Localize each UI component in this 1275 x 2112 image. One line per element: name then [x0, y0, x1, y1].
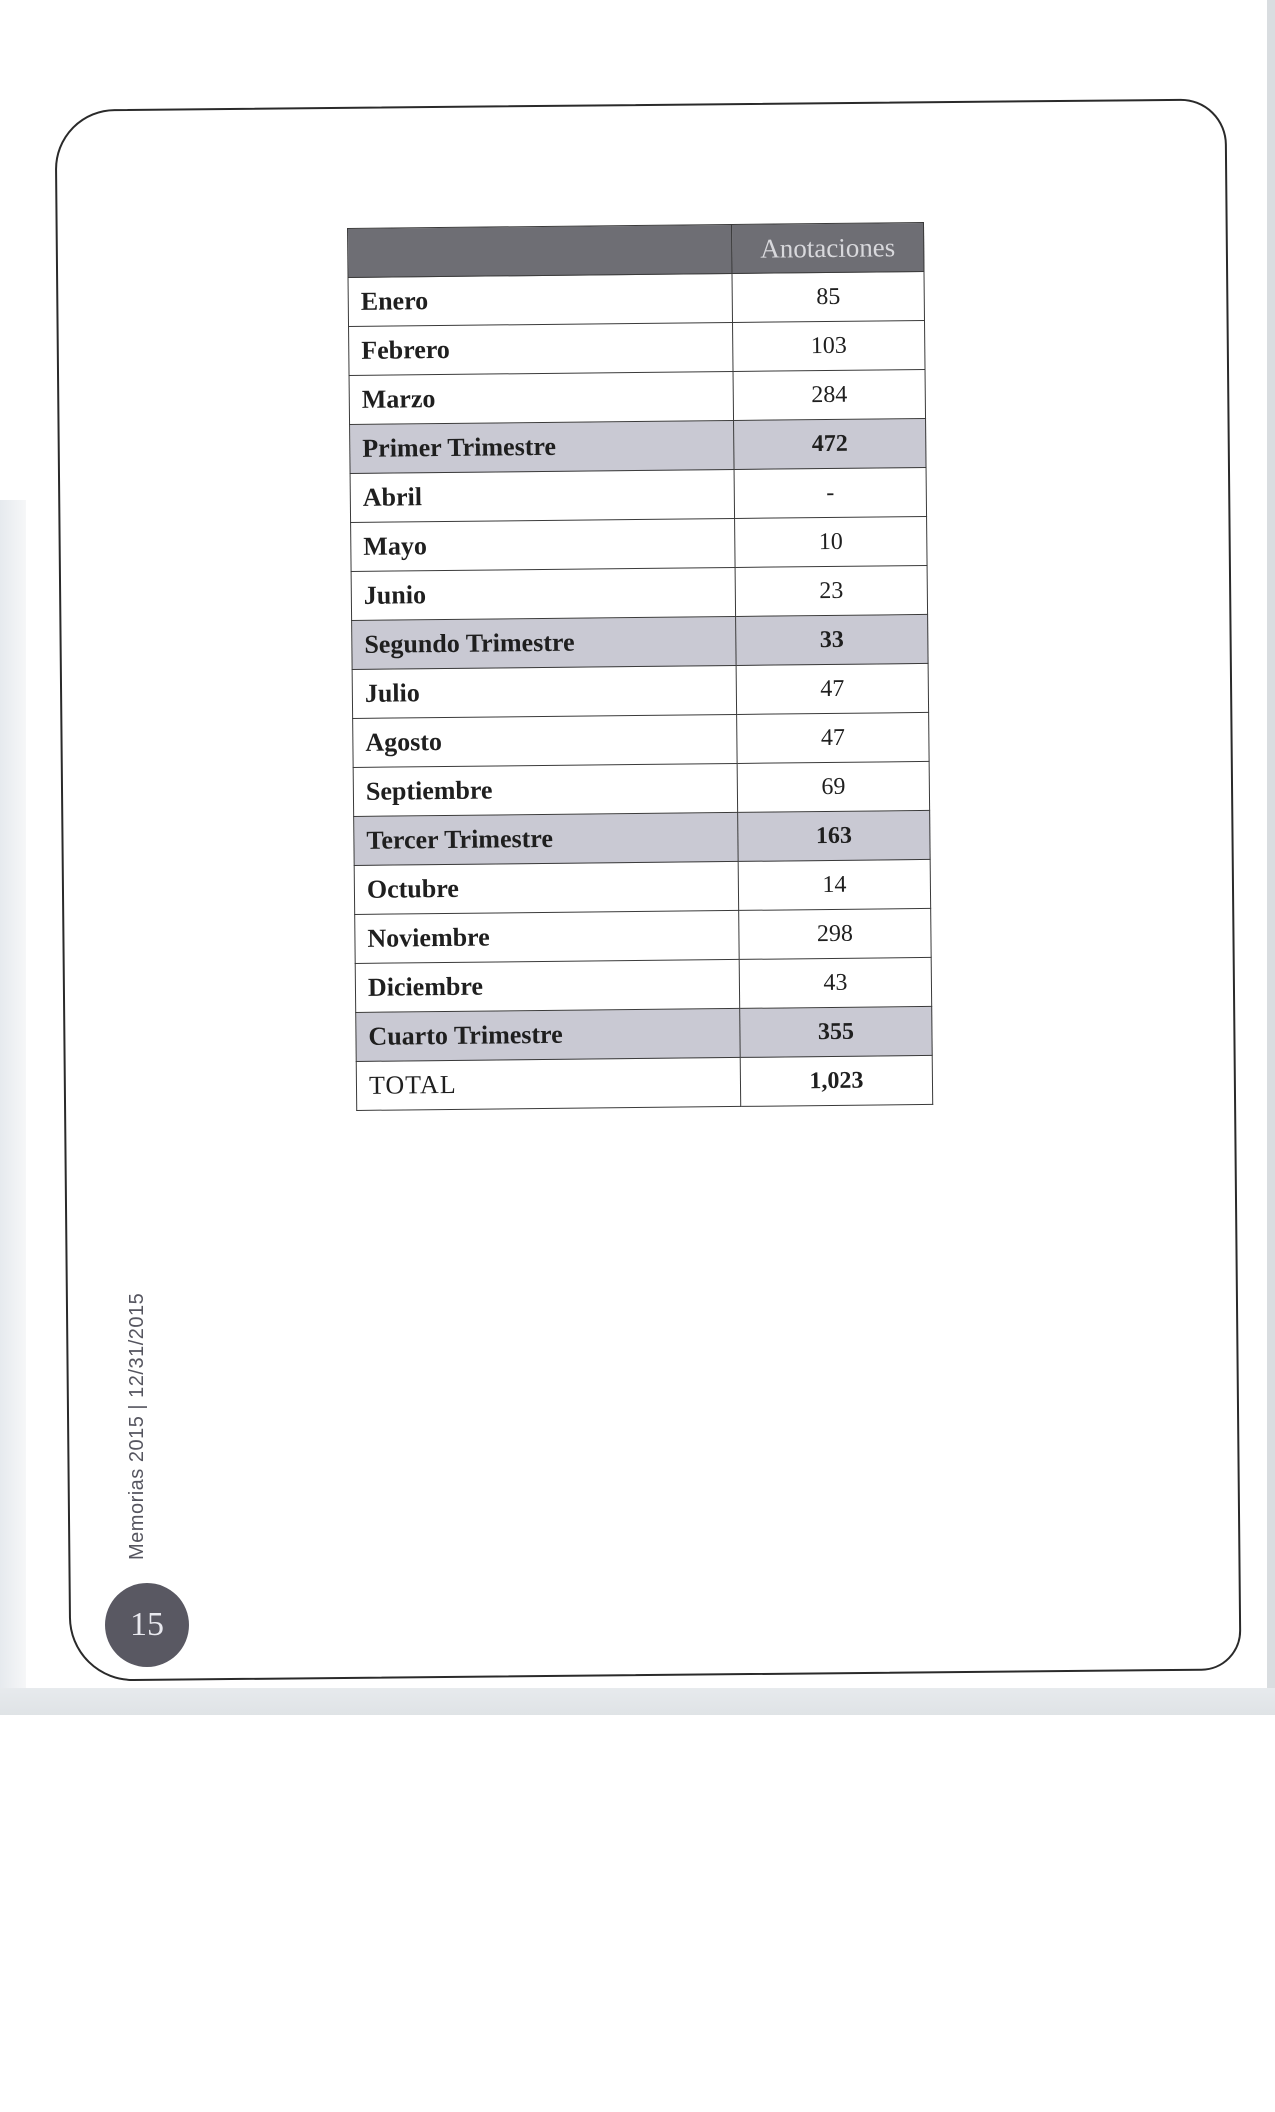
row-label: Segundo Trimestre	[352, 616, 736, 669]
quarter-total-row	[356, 1006, 932, 1061]
table-header-row	[348, 222, 924, 277]
row-label: Tercer Trimestre	[354, 812, 738, 865]
annotations-table	[347, 222, 933, 1111]
table-body	[348, 271, 933, 1110]
row-label: Diciembre	[355, 959, 739, 1012]
table-row	[353, 761, 929, 816]
row-value: 47	[736, 663, 929, 714]
grand-total-row	[356, 1055, 932, 1110]
row-label: Marzo	[349, 371, 733, 424]
table-row	[353, 712, 929, 767]
row-value: 298	[739, 908, 932, 959]
row-value: 23	[735, 565, 928, 616]
footer-side-text: Memorias 2015 | 12/31/2015	[126, 1292, 148, 1560]
row-label: Agosto	[353, 714, 737, 767]
table-row	[351, 565, 927, 620]
row-value: 10	[735, 516, 928, 567]
table-row	[348, 271, 924, 326]
row-value: -	[734, 467, 927, 518]
row-label: Primer Trimestre	[350, 420, 734, 473]
row-label: Enero	[348, 273, 732, 326]
row-label: Septiembre	[353, 763, 737, 816]
row-label: Junio	[351, 567, 735, 620]
row-label: TOTAL	[356, 1057, 740, 1110]
header-blank-cell	[348, 224, 732, 277]
table-row	[350, 467, 926, 522]
row-value: 472	[734, 418, 927, 469]
row-label: Octubre	[354, 861, 738, 914]
row-value: 284	[733, 369, 926, 420]
row-value: 163	[738, 810, 931, 861]
column-header-anotaciones: Anotaciones	[731, 222, 924, 273]
table-row	[349, 369, 925, 424]
annotations-table-wrapper	[347, 222, 933, 1111]
table-row	[349, 320, 925, 375]
table-row	[351, 516, 927, 571]
row-label: Abril	[350, 469, 734, 522]
row-value: 103	[733, 320, 926, 371]
scan-right-edge	[1267, 0, 1275, 1715]
row-label: Julio	[352, 665, 736, 718]
table-row	[354, 859, 930, 914]
row-value: 14	[738, 859, 931, 910]
row-value: 85	[732, 271, 925, 322]
row-label: Febrero	[349, 322, 733, 375]
row-label: Noviembre	[355, 910, 739, 963]
row-value: 43	[739, 957, 932, 1008]
quarter-total-row	[352, 614, 928, 669]
quarter-total-row	[350, 418, 926, 473]
scan-bottom-shadow	[0, 1688, 1275, 1715]
table-row	[352, 663, 928, 718]
row-label: Mayo	[351, 518, 735, 571]
quarter-total-row	[354, 810, 930, 865]
row-value: 69	[737, 761, 930, 812]
row-value: 1,023	[740, 1055, 933, 1106]
row-value: 47	[737, 712, 930, 763]
row-value: 355	[740, 1006, 933, 1057]
table-row	[355, 908, 931, 963]
row-label: Cuarto Trimestre	[356, 1008, 740, 1061]
table-row	[355, 957, 931, 1012]
scan-left-shadow	[0, 500, 26, 1700]
page-number-badge: 15	[105, 1583, 189, 1667]
row-value: 33	[736, 614, 929, 665]
